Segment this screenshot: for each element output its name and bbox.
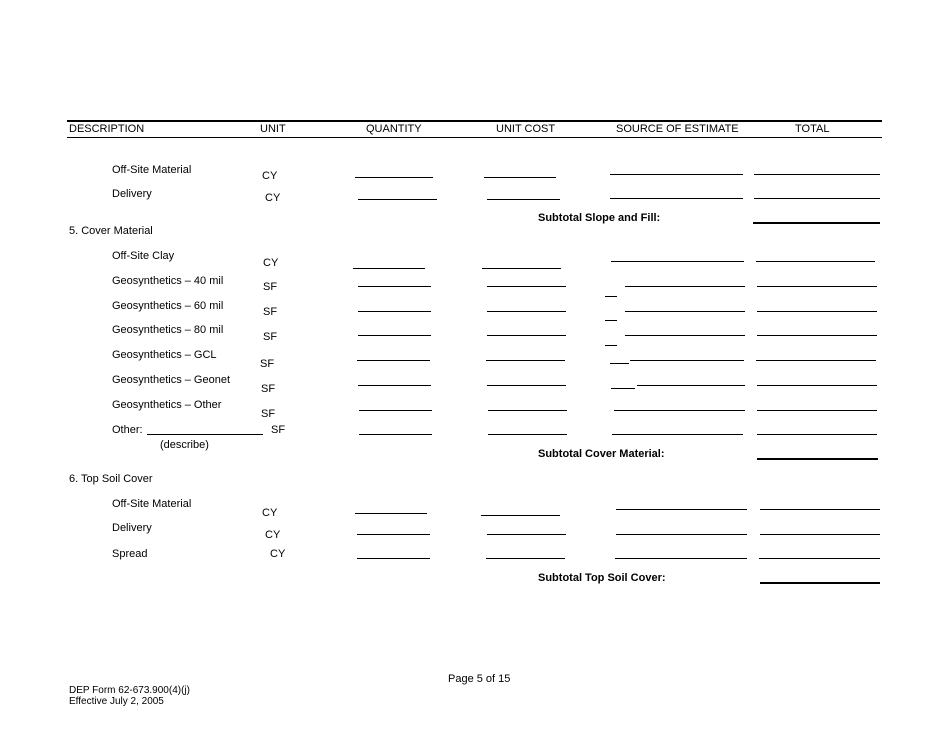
source-field[interactable] bbox=[610, 174, 743, 175]
row-label: Geosynthetics – 60 mil bbox=[112, 300, 224, 312]
unit-cost-field[interactable] bbox=[486, 360, 565, 361]
row-unit: CY bbox=[262, 507, 278, 519]
unit-cost-field[interactable] bbox=[482, 268, 561, 269]
unit-cost-field[interactable] bbox=[487, 311, 566, 312]
table-top-rule bbox=[67, 120, 882, 122]
effective-date: Effective July 2, 2005 bbox=[69, 696, 164, 707]
total-field[interactable] bbox=[754, 198, 880, 199]
source-field[interactable] bbox=[625, 335, 745, 336]
row-unit: SF bbox=[271, 424, 286, 436]
row-label: Geosynthetics – 80 mil bbox=[112, 324, 224, 336]
quantity-field[interactable] bbox=[357, 360, 430, 361]
total-field[interactable] bbox=[754, 174, 880, 175]
col-header-unit-cost: UNIT COST bbox=[496, 123, 556, 135]
total-field[interactable] bbox=[756, 261, 875, 262]
total-field[interactable] bbox=[757, 410, 877, 411]
table-header-rule bbox=[67, 137, 882, 138]
source-prefix-field[interactable] bbox=[605, 345, 617, 346]
row-label: Geosynthetics – Other bbox=[112, 399, 222, 411]
subtotal-label: Subtotal Slope and Fill: bbox=[538, 212, 661, 224]
source-field[interactable] bbox=[637, 385, 745, 386]
col-header-total: TOTAL bbox=[795, 123, 830, 135]
total-field[interactable] bbox=[760, 509, 880, 510]
row-label: Spread bbox=[112, 548, 148, 560]
col-header-quantity: QUANTITY bbox=[366, 123, 422, 135]
row-unit: SF bbox=[261, 383, 276, 395]
source-field[interactable] bbox=[611, 261, 744, 262]
subtotal-field[interactable] bbox=[760, 582, 880, 584]
source-field[interactable] bbox=[610, 198, 743, 199]
section-heading: 6. Top Soil Cover bbox=[69, 473, 153, 485]
subtotal-field[interactable] bbox=[757, 458, 878, 460]
total-field[interactable] bbox=[757, 434, 877, 435]
row-unit: SF bbox=[263, 331, 278, 343]
quantity-field[interactable] bbox=[355, 177, 433, 178]
row-label: Geosynthetics – Geonet bbox=[112, 374, 231, 386]
quantity-field[interactable] bbox=[358, 199, 437, 200]
form-number: DEP Form 62-673.900(4)(j) bbox=[69, 685, 190, 696]
source-prefix-field[interactable] bbox=[605, 296, 617, 297]
unit-cost-field[interactable] bbox=[487, 199, 560, 200]
row-unit: CY bbox=[270, 548, 286, 560]
source-field[interactable] bbox=[615, 558, 747, 559]
row-label: Geosynthetics – 40 mil bbox=[112, 275, 224, 287]
subtotal-label: Subtotal Top Soil Cover: bbox=[538, 572, 666, 584]
unit-cost-field[interactable] bbox=[487, 385, 566, 386]
source-field[interactable] bbox=[625, 311, 745, 312]
source-field[interactable] bbox=[630, 360, 744, 361]
other-describe-field[interactable] bbox=[147, 434, 263, 435]
total-field[interactable] bbox=[757, 335, 877, 336]
unit-cost-field[interactable] bbox=[486, 558, 565, 559]
row-unit: SF bbox=[263, 306, 278, 318]
col-header-unit: UNIT bbox=[260, 123, 286, 135]
total-field[interactable] bbox=[760, 534, 880, 535]
row-unit: CY bbox=[262, 170, 278, 182]
unit-cost-field[interactable] bbox=[488, 434, 567, 435]
unit-cost-field[interactable] bbox=[487, 286, 566, 287]
quantity-field[interactable] bbox=[357, 534, 430, 535]
col-header-description: DESCRIPTION bbox=[69, 123, 145, 135]
subtotal-label: Subtotal Cover Material: bbox=[538, 448, 665, 460]
section-heading: 5. Cover Material bbox=[69, 225, 153, 237]
row-label: Other: bbox=[112, 424, 143, 436]
row-label: Geosynthetics – GCL bbox=[112, 349, 217, 361]
quantity-field[interactable] bbox=[358, 385, 431, 386]
describe-hint: (describe) bbox=[160, 439, 209, 451]
source-prefix-field[interactable] bbox=[610, 363, 629, 364]
source-field[interactable] bbox=[612, 434, 743, 435]
quantity-field[interactable] bbox=[355, 513, 427, 514]
row-label: Off-Site Material bbox=[112, 498, 192, 510]
source-field[interactable] bbox=[616, 509, 747, 510]
quantity-field[interactable] bbox=[359, 410, 432, 411]
quantity-field[interactable] bbox=[358, 335, 431, 336]
source-field[interactable] bbox=[616, 534, 747, 535]
total-field[interactable] bbox=[756, 360, 876, 361]
unit-cost-field[interactable] bbox=[484, 177, 556, 178]
row-unit: CY bbox=[265, 529, 281, 541]
subtotal-field[interactable] bbox=[753, 222, 880, 224]
total-field[interactable] bbox=[759, 558, 880, 559]
quantity-field[interactable] bbox=[358, 286, 431, 287]
unit-cost-field[interactable] bbox=[487, 335, 566, 336]
col-header-source: SOURCE OF ESTIMATE bbox=[616, 123, 739, 135]
source-field[interactable] bbox=[625, 286, 745, 287]
row-label: Delivery bbox=[112, 188, 152, 200]
page-number: Page 5 of 15 bbox=[448, 673, 511, 685]
quantity-field[interactable] bbox=[358, 311, 431, 312]
row-unit: SF bbox=[260, 358, 275, 370]
unit-cost-field[interactable] bbox=[487, 534, 566, 535]
source-prefix-field[interactable] bbox=[605, 320, 617, 321]
source-prefix-field[interactable] bbox=[611, 388, 635, 389]
row-label: Off-Site Clay bbox=[112, 250, 175, 262]
total-field[interactable] bbox=[757, 311, 877, 312]
unit-cost-field[interactable] bbox=[488, 410, 567, 411]
total-field[interactable] bbox=[757, 286, 877, 287]
row-unit: SF bbox=[261, 408, 276, 420]
row-unit: CY bbox=[265, 192, 281, 204]
row-label: Delivery bbox=[112, 522, 152, 534]
quantity-field[interactable] bbox=[353, 268, 425, 269]
source-field[interactable] bbox=[614, 410, 745, 411]
quantity-field[interactable] bbox=[357, 558, 430, 559]
unit-cost-field[interactable] bbox=[481, 515, 560, 516]
total-field[interactable] bbox=[757, 385, 877, 386]
row-unit: SF bbox=[263, 281, 278, 293]
row-unit: CY bbox=[263, 257, 279, 269]
row-label: Off-Site Material bbox=[112, 164, 192, 176]
quantity-field[interactable] bbox=[359, 434, 432, 435]
